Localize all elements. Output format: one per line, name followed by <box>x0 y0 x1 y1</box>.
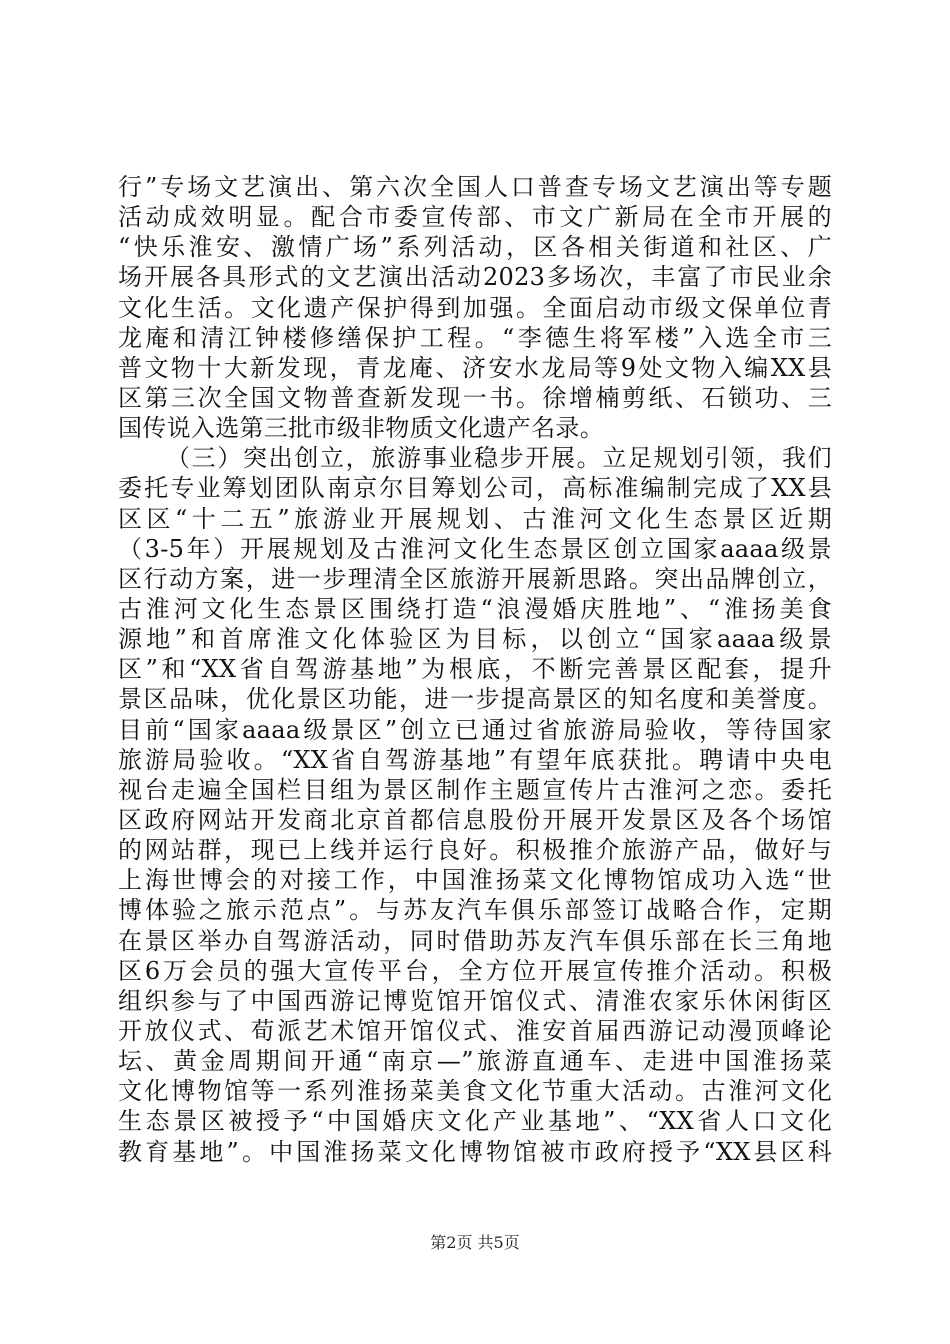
text-line: 场开展各具形式的文艺演出活动2023多场次，丰富了市民业余 <box>118 263 832 292</box>
text-line: 委托专业筹划团队南京尔目筹划公司，高标准编制完成了XX县 <box>118 474 832 503</box>
text-line: 在景区举办自驾游活动，同时借助苏友汽车俱乐部在长三角地 <box>118 926 832 955</box>
text-line: 行”专场文艺演出、第六次全国人口普查专场文艺演出等专题 <box>118 173 832 201</box>
text-line: 文化生活。文化遗产保护得到加强。全面启动市级文保单位青 <box>118 293 832 322</box>
text-line: 的网站群，现已上线并运行良好。积极推介旅游产品，做好与 <box>118 836 832 865</box>
text-line: 区第三次全国文物普查新发现一书。徐增楠剪纸、石锁功、三 <box>118 383 832 412</box>
text-line: 坛、黄金周期间开通“南京—”旅游直通车、走进中国淮扬菜 <box>118 1047 832 1076</box>
text-line: 区6万会员的强大宣传平台，全方位开展宣传推介活动。积极 <box>118 956 832 985</box>
text-line: 源地”和首席淮文化体验区为目标，以创立“国家aaaa级景 <box>118 625 832 654</box>
text-line: 活动成效明显。配合市委宣传部、市文广新局在全市开展的 <box>118 203 832 232</box>
text-line: 生态景区被授予“中国婚庆文化产业基地”、“XX省人口文化 <box>118 1107 832 1136</box>
text-line: 开放仪式、荀派艺术馆开馆仪式、淮安首届西游记动漫顶峰论 <box>118 1016 832 1045</box>
text-line: 组织参与了中国西游记博览馆开馆仪式、清淮农家乐休闲街区 <box>118 986 832 1015</box>
page-footer: 第2页 共5页 <box>430 1233 520 1252</box>
text-line: （3-5年）开展规划及古淮河文化生态景区创立国家aaaa级景 <box>118 534 832 563</box>
text-line: 视台走遍全国栏目组为景区制作主题宣传片古淮河之恋。委托 <box>118 775 832 804</box>
text-line: （三）突出创立，旅游事业稳步开展。立足规划引领，我们 <box>166 444 832 473</box>
text-line: 文化博物馆等一系列淮扬菜美食文化节重大活动。古淮河文化 <box>118 1077 832 1106</box>
body-text <box>118 172 832 1167</box>
text-line: 国传说入选第三批市级非物质文化遗产名录。 <box>118 414 604 443</box>
text-line: 区行动方案，进一步理清全区旅游开展新思路。突出品牌创立， <box>118 564 832 593</box>
text-line: 景区品味，优化景区功能，进一步提高景区的知名度和美誉度。 <box>118 685 832 714</box>
text-line: 教育基地”。中国淮扬菜文化博物馆被市政府授予“XX县区科 <box>118 1137 832 1166</box>
text-line: 区政府网站开发商北京首都信息股份开展开发景区及各个场馆 <box>118 805 832 834</box>
text-line: 古淮河文化生态景区围绕打造“浪漫婚庆胜地”、“淮扬美食 <box>118 594 832 623</box>
text-line: 目前“国家aaaa级景区”创立已通过省旅游局验收，等待国家 <box>118 715 832 744</box>
text-line: 区”和“XX省自驾游基地”为根底，不断完善景区配套，提升 <box>118 655 832 684</box>
text-line: 龙庵和清江钟楼修缮保护工程。“李德生将军楼”入选全市三 <box>118 323 832 352</box>
text-line: 上海世博会的对接工作，中国淮扬菜文化博物馆成功入选“世 <box>118 866 832 895</box>
text-line: 博体验之旅示范点”。与苏友汽车俱乐部签订战略合作，定期 <box>118 896 832 925</box>
text-line: “快乐淮安、激情广场”系列活动，区各相关街道和社区、广 <box>118 233 832 262</box>
text-line: 普文物十大新发现，青龙庵、济安水龙局等9处文物入编XX县 <box>118 353 832 382</box>
text-line: 旅游局验收。“XX省自驾游基地”有望年底获批。聘请中央电 <box>118 745 832 774</box>
text-line: 区区“十二五”旅游业开展规划、古淮河文化生态景区近期 <box>118 504 832 533</box>
